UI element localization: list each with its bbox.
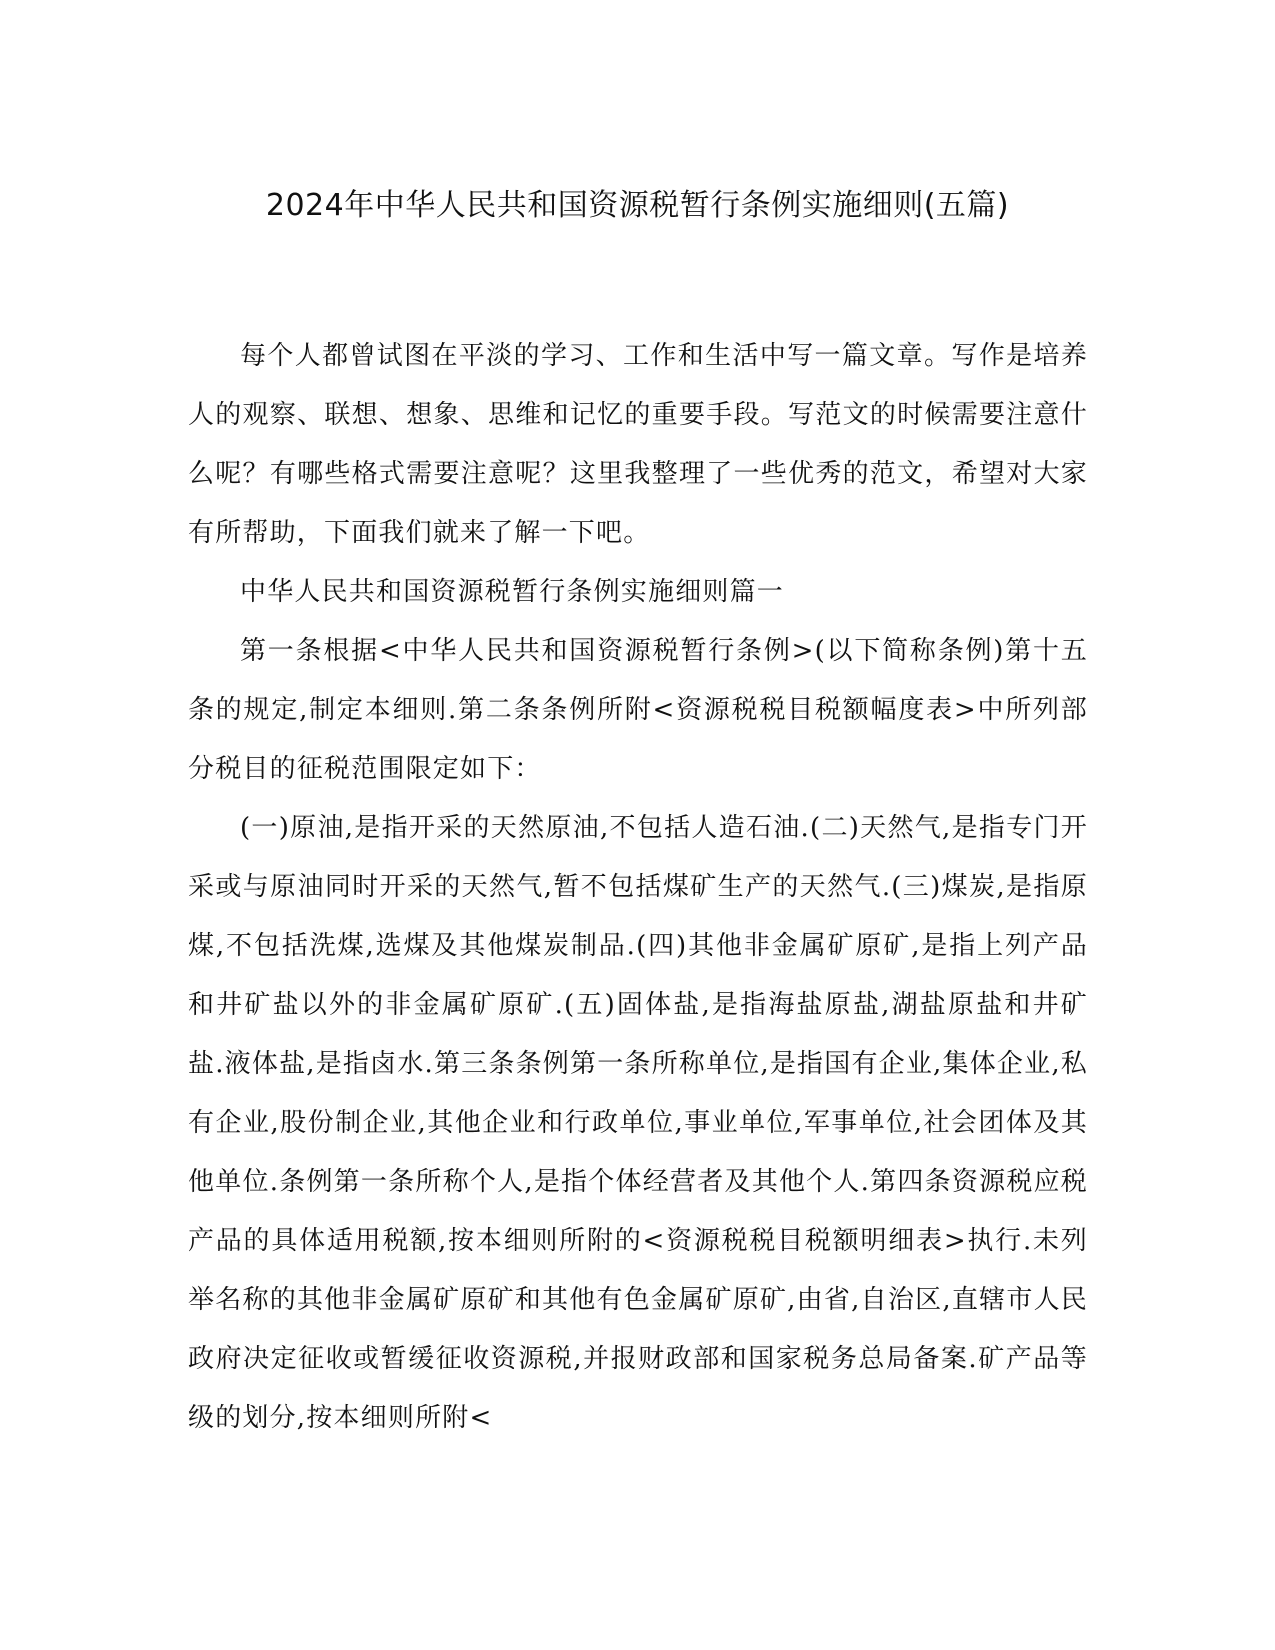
intro-paragraph: 每个人都曾试图在平淡的学习、工作和生活中写一篇文章。写作是培养人的观察、联想、想象、思维和记忆的重要手段。写范文的时候需要注意什么呢？有哪些格式需要注意呢？这里我整理了一些优秀的范文，希望对大家有所帮助，下面我们就来了解一下吧。 xyxy=(188,341,1088,548)
section-heading: 中华人民共和国资源税暂行条例实施细则篇一 xyxy=(240,577,785,607)
document-body xyxy=(188,327,1088,1448)
article-one-paragraph: 第一条根据<中华人民共和国资源税暂行条例>(以下简称条例)第十五条的规定,制定本细则.第二条条例所附<资源税税目税额幅度表>中所列部分税目的征税范围限定如下： xyxy=(188,636,1088,784)
tax-scope-paragraph: (一)原油,是指开采的天然原油,不包括人造石油.(二)天然气,是指专门开采或与原油同时开采的天然气,暂不包括煤矿生产的天然气.(三)煤炭,是指原煤,不包括洗煤,选煤及其他煤炭制品.(四)其他非金属矿原矿,是指上列产品和井矿盐以外的非金属矿原矿.(五)固体盐,是指海盐原盐,湖盐原盐和井矿盐.液体盐,是指卤水.第三条条例第一条所称单位,是指国有企业,集体企业,私有企业,股份制企业,其他企业和行政单位,事业单位,军事单位,社会团体及其他单位.条例第一条所称个人,是指个体经营者及其他个人.第四条资源税应税产品的具体适用税额,按本细则所附的<资源税税目税额明细表>执行.未列举名称的其他非金属矿原矿和其他有色金属矿原矿,由省,自治区,直辖市人民政府决定征收或暂缓征收资源税,并报财政部和国家税务总局备案.矿产品等级的划分,按本细则所附< xyxy=(188,813,1088,1433)
document-title: 2024年中华人民共和国资源税暂行条例实施细则(五篇) xyxy=(265,188,1010,223)
